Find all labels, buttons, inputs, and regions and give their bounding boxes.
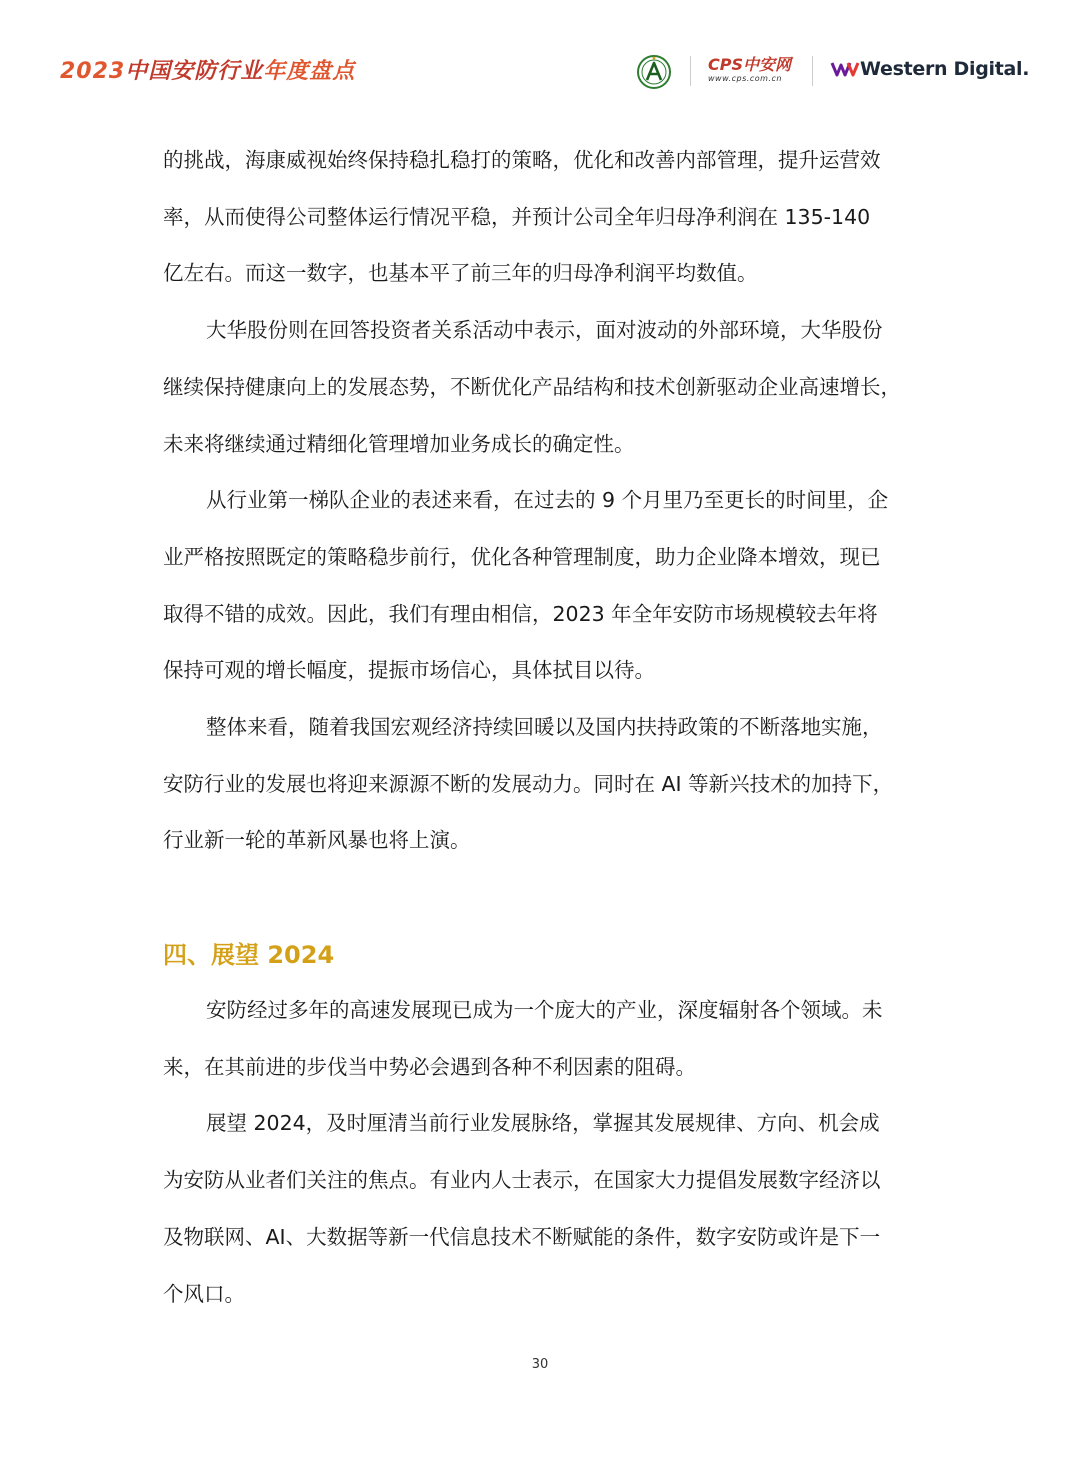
western-digital-text: Western Digital. (860, 58, 1030, 80)
paragraph-line: 从行业第一梯队企业的表述来看，在过去的 9 个月里乃至更长的时间里，企 (206, 488, 889, 513)
paragraph-line: 未来将继续通过精细化管理增加业务成长的确定性。 (163, 431, 635, 456)
paragraph-line: 安防行业的发展也将迎来源源不断的发展动力。同时在 AI 等新兴技术的加持下， (163, 771, 894, 796)
paragraph-line: 继续保持健康向上的发展态势，不断优化产品结构和技术创新驱动企业高速增长， (163, 374, 901, 399)
paragraph-line: 的挑战，海康威视始终保持稳扎稳打的策略，优化和改善内部管理，提升运营效 (163, 148, 881, 172)
paragraph-line: 业严格按照既定的策略稳步前行，优化各种管理制度，助力企业降本增效，现已 (163, 544, 881, 569)
header-divider (812, 56, 813, 86)
page-number: 30 (531, 1357, 549, 1372)
header-title-year: 2023 (60, 59, 126, 84)
paragraph-line: 取得不错的成效。因此，我们有理由相信，2023 年全年安防市场规模较去年将 (163, 601, 878, 626)
paragraph-line: 保持可观的增长幅度，提振市场信心，具体拭目以待。 (163, 658, 655, 683)
paragraph-line: 行业新一轮的革新风暴也将上演。 (163, 828, 471, 853)
body-text-top (163, 132, 943, 869)
cps-logo-url: www.cps.com.cn (708, 74, 782, 83)
paragraph-line: 安防经过多年的高速发展现已成为一个庞大的产业，深度辐射各个领域。未 (206, 998, 883, 1022)
header-title-highlight: 年度盘点 (263, 59, 356, 84)
page-header (0, 0, 1080, 110)
association-logo-icon (636, 54, 672, 90)
section-heading: 四、展望 2024 (163, 941, 335, 969)
paragraph-line: 率，从而使得公司整体运行情况平稳，并预计公司全年归母净利润在 135-140 (163, 204, 871, 229)
western-digital-logo (830, 58, 1029, 86)
cps-logo-label: CPS中安网 (708, 55, 791, 74)
cps-logo (708, 56, 792, 88)
paragraph-line: 个风口。 (163, 1281, 245, 1306)
paragraph-line: 及物联网、AI、大数据等新一代信息技术不断赋能的条件，数字安防或许是下一 (163, 1224, 881, 1249)
paragraph-line: 整体来看，随着我国宏观经济持续回暖以及国内扶持政策的不断落地实施， (206, 715, 883, 740)
paragraph-line: 大华股份则在回答投资者关系活动中表示，面对波动的外部环境，大华股份 (206, 318, 883, 343)
western-digital-mark-icon (830, 59, 860, 79)
body-text-bottom (163, 982, 943, 1322)
paragraph-line: 展望 2024，及时厘清当前行业发展脉络，掌握其发展规律、方向、机会成 (206, 1111, 880, 1136)
paragraph-line: 来，在其前进的步伐当中势必会遇到各种不利因素的阻碍。 (163, 1054, 696, 1079)
paragraph-line: 亿左右。而这一数字，也基本平了前三年的归母净利润平均数值。 (163, 261, 758, 286)
header-divider (690, 56, 691, 86)
header-title (60, 54, 355, 85)
paragraph-line: 为安防从业者们关注的焦点。有业内人士表示，在国家大力提倡发展数字经济以 (163, 1168, 881, 1193)
header-title-text: 中国安防行业 (125, 59, 264, 84)
